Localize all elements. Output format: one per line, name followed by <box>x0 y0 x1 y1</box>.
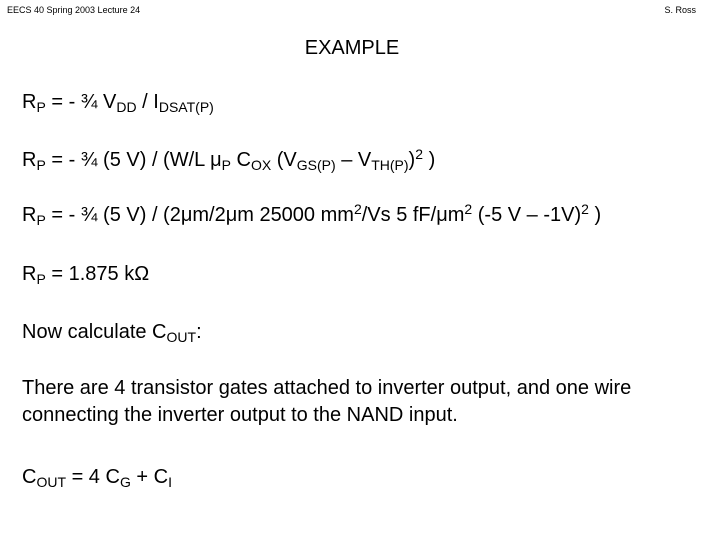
equation-cout: $C_{OUT} = 4$ $C_G + C_I$ <box>22 466 172 490</box>
slide-title: EXAMPLE <box>304 37 400 59</box>
header-author: S. Ross <box>664 5 696 15</box>
cout-heading: Now calculate $C_{OUT}$: <box>22 321 202 345</box>
equation-rp-numeric: $R_P$ = - ¾ (5 V) / (2μm/2μm 25000 $mm^2/Vs$ 5 $fF/\mu m^2$ (-5 V – -1V)$^2$ ) <box>22 201 602 228</box>
equation-rp-result: $R_P = 1.875$ kΩ <box>22 263 150 287</box>
explanation-paragraph: There are 4 transistor gates attached to inverter output, and one wire connecting the inverter output to the NAND input. <box>22 377 632 426</box>
header-course-info: EECS 40 Spring 2003 Lecture 24 <box>7 5 141 15</box>
equation-rp-vdd: $R_P$ = - ¾ $V_{DD} / I_{DSAT(P)}$ <box>22 91 214 115</box>
equation-rp-expanded: $R_P$ = - ¾ (5 V) / (W/L $\mu_P$ $C_{OX}$ $(V_{GS(P)} - V_{TH(P)})^2$ ) <box>22 146 436 173</box>
